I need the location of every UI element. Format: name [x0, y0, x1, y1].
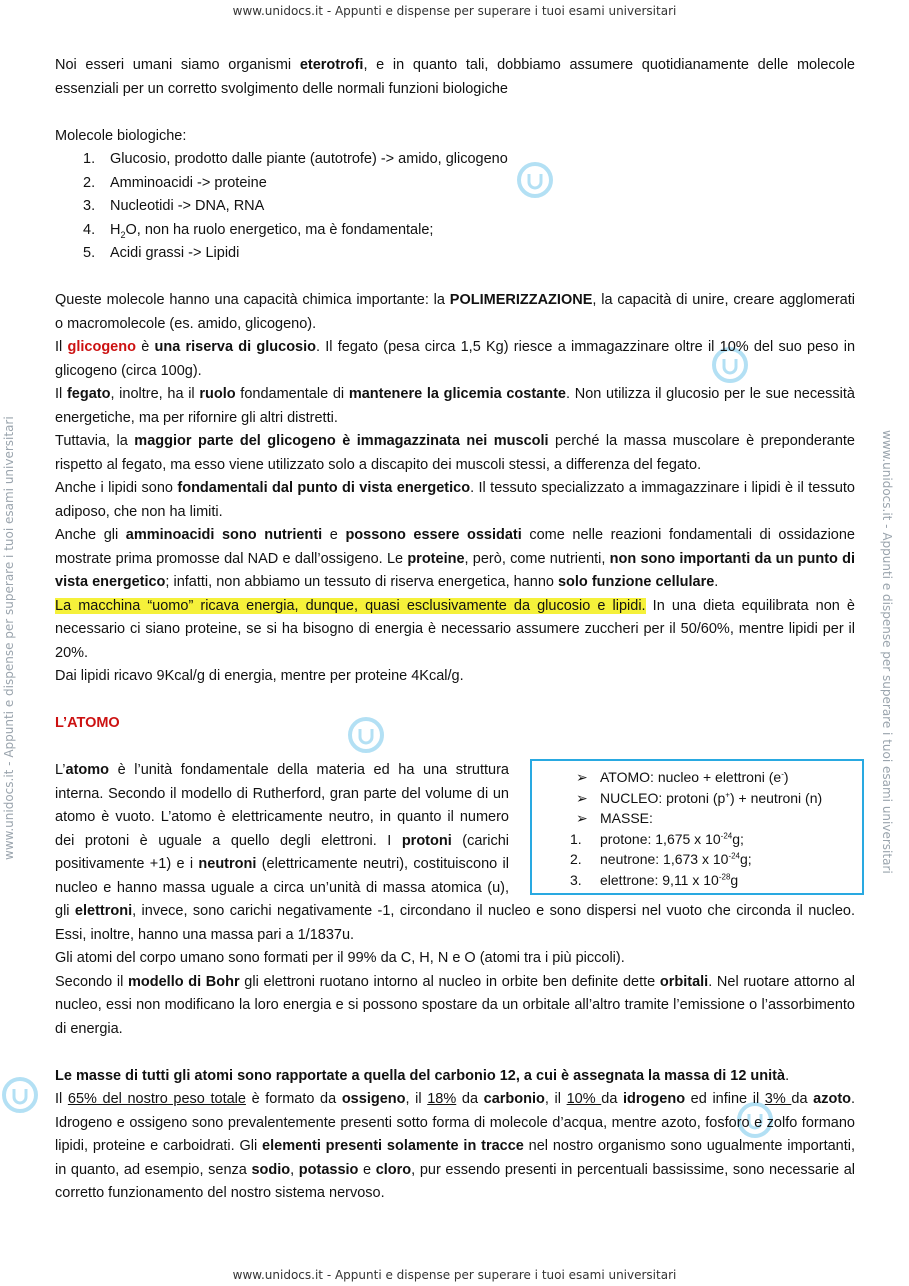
- list-item: 1. Glucosio, prodotto dalle piante (autotrofe) -> amido, glicogeno: [83, 151, 508, 167]
- right-watermark: www.unidocs.it - Appunti e dispense per superare i tuoi esami universitari: [880, 430, 894, 874]
- list-item: 2. Amminoacidi -> proteine: [83, 174, 267, 191]
- footer-banner: www.unidocs.it - Appunti e dispense per superare i tuoi esami universitari: [232, 1268, 677, 1282]
- box-row-nucleus: ➢ NUCLEO: protoni (p+) + neutroni (n): [542, 788, 852, 809]
- left-watermark: www.unidocs.it - Appunti e dispense per superare i tuoi esami universitari: [2, 416, 16, 860]
- box-row-proton: 1. protone: 1,675 x $10^{-24}g$;: [570, 830, 744, 847]
- document-body: [55, 54, 855, 1206]
- box-row-electron: 3. elettrone: 9,11 x $10^{-28}g$: [570, 871, 739, 888]
- composition-paragraph: Gli atomi del corpo umano sono formati per il 99% da C, H, N e O (atomi tra i più piccoli).: [55, 950, 625, 966]
- liver-paragraph: Il fegato, inoltre, ha il ruolo fondamentale di mantenere la glicemia costante. Non utilizza il glucosio per le sue necessità energetiche, ma per rifornire gli altri distretti.: [55, 386, 856, 426]
- highlighted-text: La macchina “uomo” ricava energia, dunque, quasi esclusivamente da glucosio e lipidi.: [55, 597, 646, 614]
- box-row-neutron: 2. neutrone: 1,673 x $10^{-24}g$;: [570, 851, 752, 867]
- kcal-paragraph: Dai lipidi ricavo 9Kcal/g di energia, mentre per proteine 4Kcal/g.: [55, 668, 464, 684]
- arrow-bullet-icon: ➢: [576, 810, 588, 826]
- atom-info-box: [530, 759, 864, 895]
- body-composition-paragraph: Il 65% del nostro peso totale è formato da ossigeno, il 18% da carbonio, il 10% da idrogeno ed infine il 3% da azoto. Idrogeno e ossigeno sono prevalentemente presenti sotto forma di molecole d’acqua, mentre azoto, fosforo e zolfo formano lipidi, proteine e carboidrati. Gli elementi presenti solamente in tracce nel nostro organismo sono ugualmente importanti, in quanto, ad esempio, senza sodio, potassio e cloro, pur essendo presenti in percentuali bassissime, sono necessarie al corretto funzionamento del nostro sistema nervoso.: [55, 1091, 856, 1201]
- energy-paragraph: La macchina “uomo” ricava energia, dunque, quasi esclusivamente da glucosio e lipidi. In una dieta equilibrata non è necessario ci siano proteine, se si ha bisogno di energia è necessario assumere zuccheri per il 50/60%, mentre lipidi per il 20%.: [55, 597, 855, 661]
- list-item: 5. Acidi grassi -> Lipidi: [83, 245, 240, 261]
- box-row-masses: ➢ MASSE:: [542, 808, 852, 829]
- amino-acids-paragraph: Anche gli amminoacidi sono nutrienti e possono essere ossidati come nelle reazioni fondamentali di ossidazione mostrate prima promosse dal NAD e dall’ossigeno. Le proteine, però, come nutrienti, non sono importanti da un punto di vista energetico; infatti, non abbiamo un tessuto di riserva energetica, hanno solo funzione cellulare.: [55, 527, 856, 590]
- atom-section: [55, 759, 855, 1041]
- molecule-list-title: Molecole biologiche:: [55, 127, 187, 144]
- masses-heading: Le masse di tutti gli atomi sono rapportate a quella del carbonio 12, a cui è assegnata la massa di 12 unità.: [55, 1067, 790, 1084]
- muscle-paragraph: Tuttavia, la maggior parte del glicogeno è immagazzinata nei muscoli perché la massa muscolare è preponderante rispetto al fegato, ma esso viene utilizzato solo a discapito dei muscoli stessi, a differenza del fegato.: [55, 433, 855, 473]
- atom-paragraph: L’atomo è l’unità fondamentale della materia ed ha una struttura interna. Secondo il modello di Rutherford, gran parte del volume di un atomo è vuoto. L’atomo è elettricamente neutro, in quanto il numero dei protoni è uguale a quello degli elettroni. I protoni (carichi positivamente +1) e i neutroni (elettricamente neutri), costituiscono il nucleo e hanno massa uguale a circa un’unità di massa atomica (u), gli elettroni, invece, sono carichi negativamente -1, circondano il nucleo e sono dispersi nel vuoto che circonda il nucleo. Essi, inoltre, hanno una massa pari a 1/1837u.: [55, 762, 855, 943]
- intro-paragraph: Noi esseri umani siamo organismi eterotrofi, e in quanto tali, dobbiamo assumere quotidianamente delle molecole essenziali per un corretto svolgimento delle normali funzioni biologiche: [55, 57, 855, 97]
- box-row-atom: ➢ ATOMO: nucleo + elettroni (e-): [542, 767, 852, 788]
- arrow-bullet-icon: ➢: [576, 789, 588, 806]
- list-item: 4. $H_2O$, non ha ruolo energetico, ma è fondamentale;: [83, 221, 434, 240]
- lipids-paragraph: Anche i lipidi sono fondamentali dal punto di vista energetico. Il tessuto specializzato a immagazzinare i lipidi è il tessuto adiposo, che non ha limiti.: [55, 480, 855, 520]
- arrow-bullet-icon: ➢: [576, 769, 588, 785]
- molecule-list: [55, 148, 855, 266]
- header-banner: www.unidocs.it - Appunti e dispense per superare i tuoi esami universitari: [232, 4, 677, 18]
- bohr-paragraph: Secondo il modello di Bohr gli elettroni ruotano intorno al nucleo in orbite ben definite dette orbitali. Nel ruotare attorno al nucleo, essi non modificano la loro energia e si possono spostare da un orbitale all’altro tramite l’emissione o l’assorbimento di energia.: [55, 973, 855, 1037]
- section-title: L’ATOMO: [55, 715, 120, 731]
- watermark-logo-icon: [0, 1075, 40, 1115]
- polymerization-paragraph: Queste molecole hanno una capacità chimica importante: la POLIMERIZZAZIONE, la capacità di unire, creare agglomerati o macromolecole (es. amido, glicogeno).: [55, 292, 855, 332]
- glycogen-paragraph: Il glicogeno è una riserva di glucosio. Il fegato (pesa circa 1,5 Kg) riesce a immagazzinare oltre il 10% del suo peso in glicogeno (circa 100g).: [55, 339, 856, 379]
- list-item: 3. Nucleotidi -> DNA, RNA: [83, 198, 265, 214]
